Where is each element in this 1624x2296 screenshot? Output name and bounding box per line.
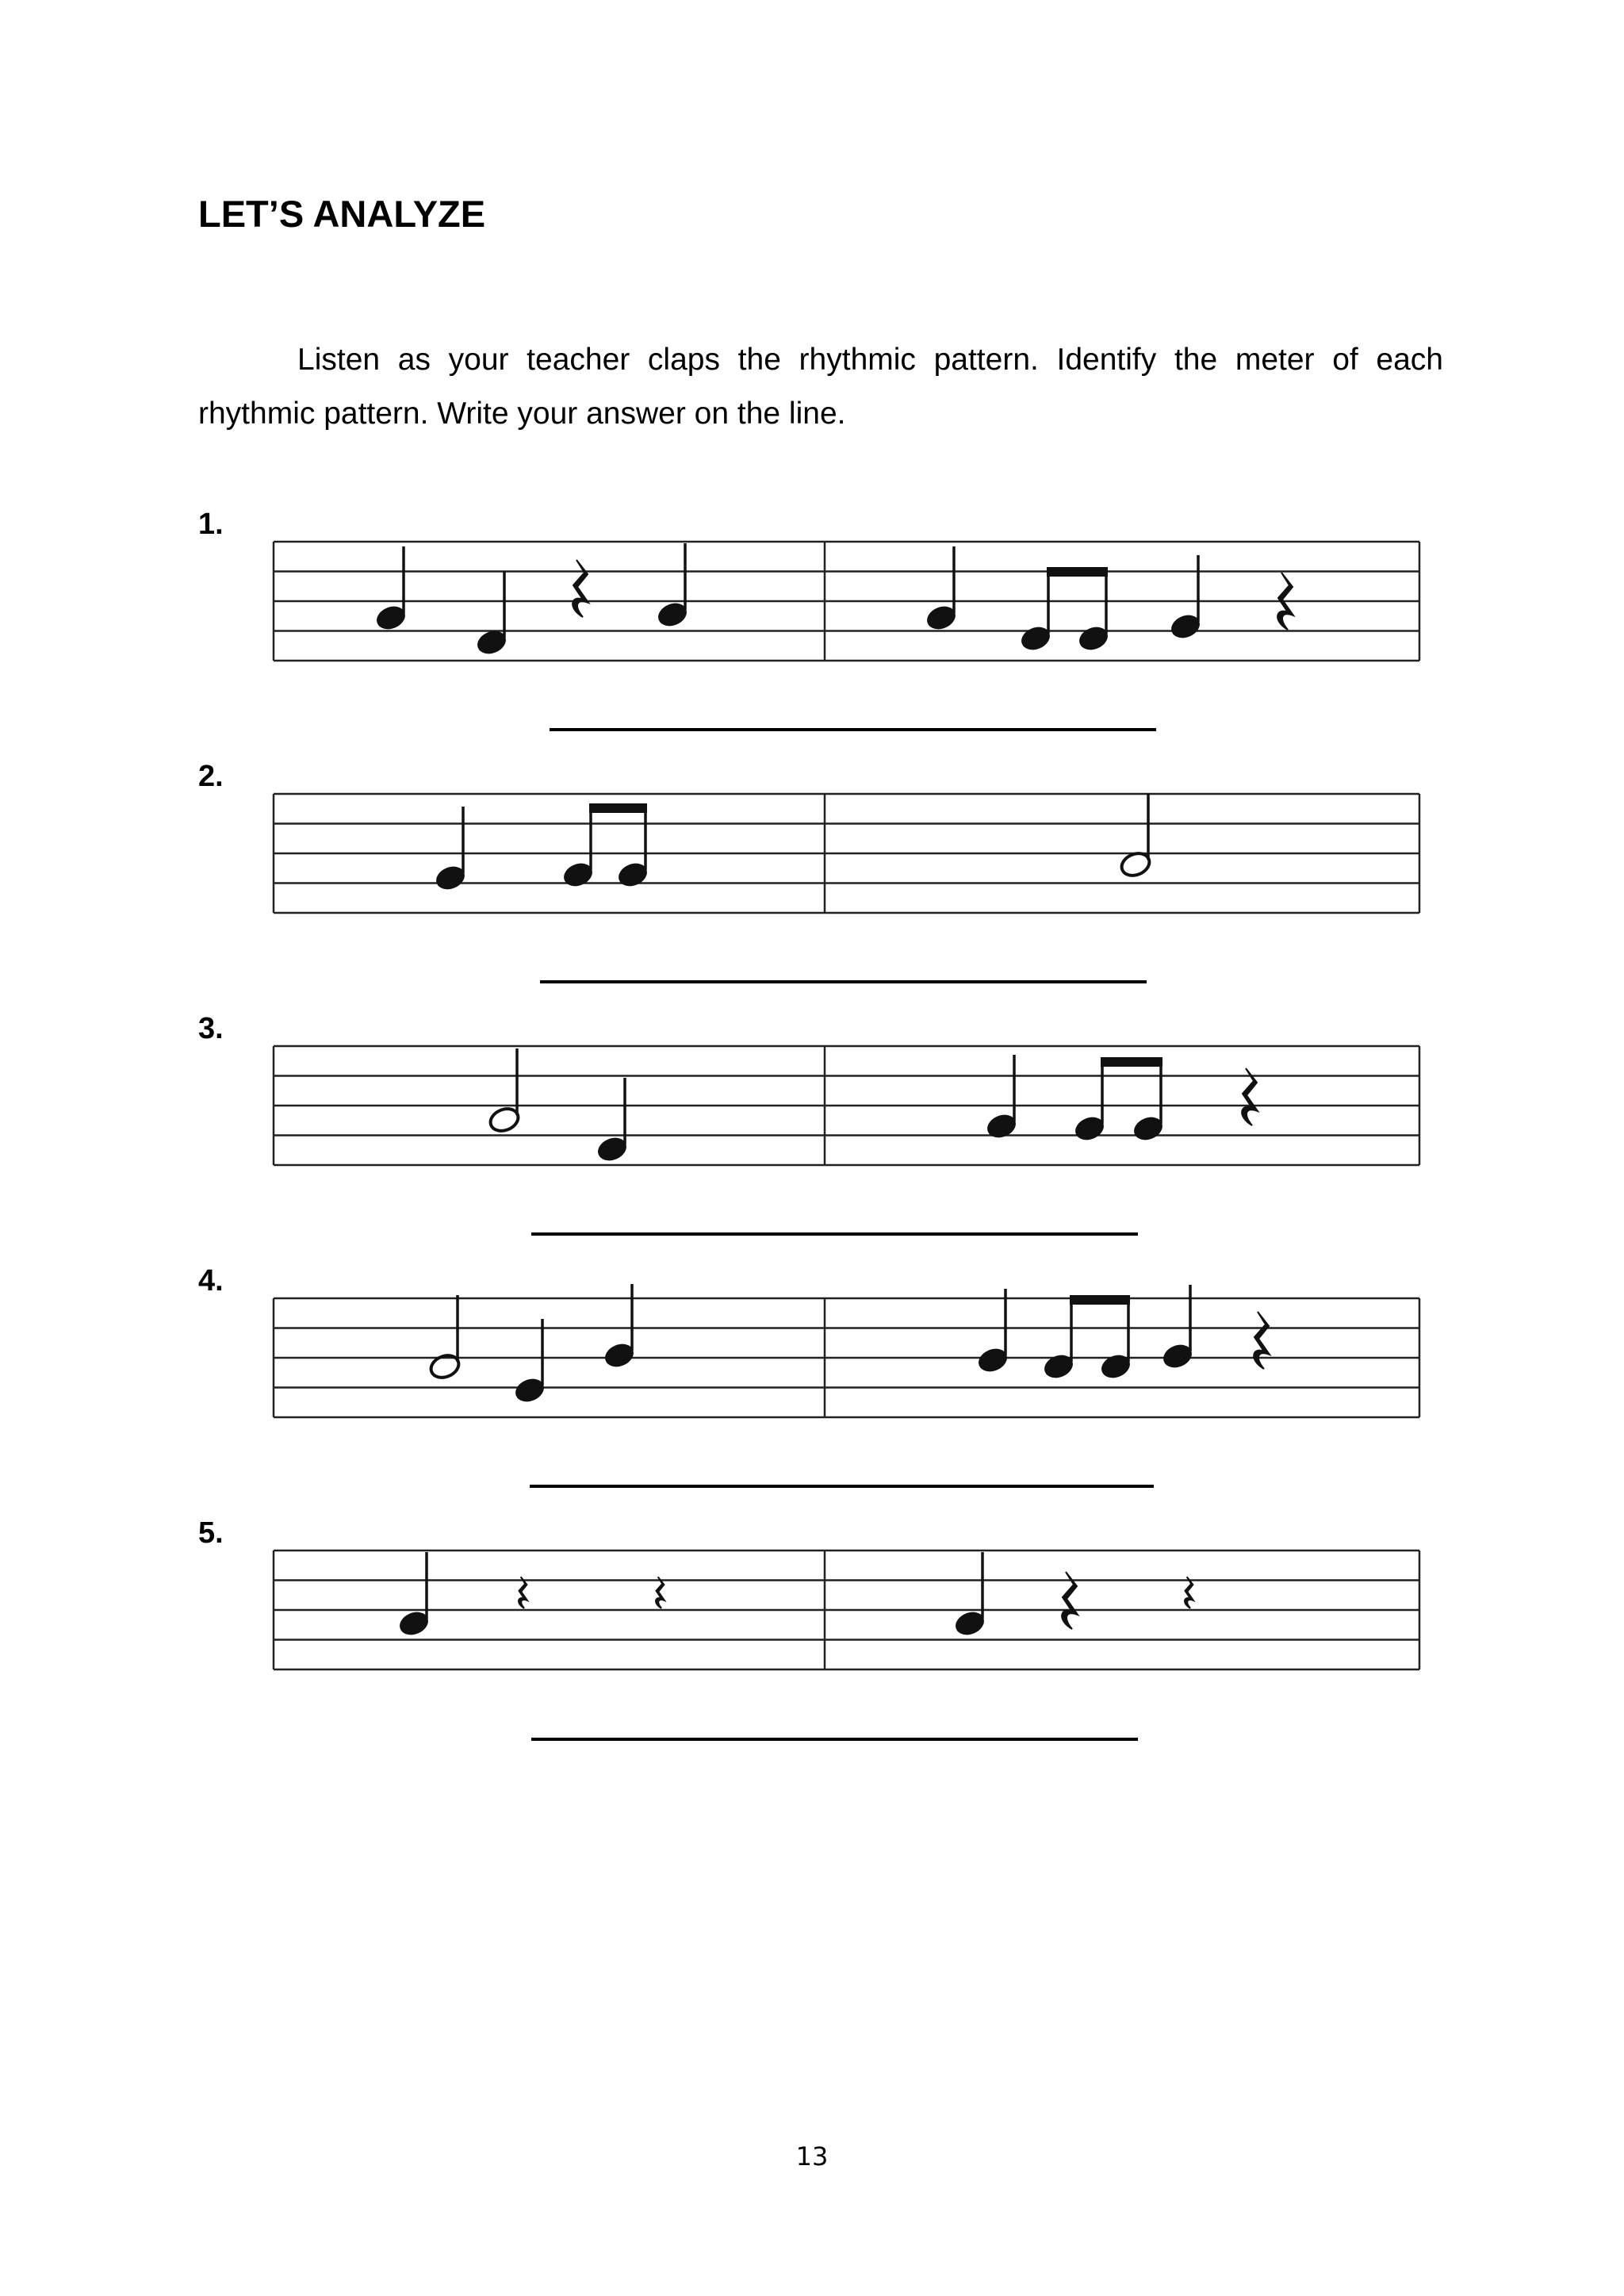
section-heading: LET’S ANALYZE (198, 193, 486, 235)
eighth-beam (1047, 567, 1108, 577)
instructions-text: Listen as your teacher claps the rhythmic pattern. Identify the meter of each rhythmic pattern. Write your answer on the line. (198, 343, 1443, 431)
exercise-number-4: 4. (198, 1264, 224, 1297)
staff-2 (274, 793, 1419, 913)
eighth-beam (1101, 1057, 1162, 1067)
eighth-beam (589, 803, 647, 813)
eighth-beam (1070, 1295, 1130, 1305)
quarter-rest (1254, 1312, 1270, 1369)
staff-1 (274, 542, 1419, 661)
quarter-rest (656, 1577, 665, 1608)
exercise-number-5: 5. (198, 1516, 224, 1550)
quarter-rest (1185, 1577, 1193, 1608)
exercise-number-1: 1. (198, 508, 224, 541)
quarter-rest (573, 560, 588, 617)
exercise-number-3: 3. (198, 1012, 224, 1045)
staff-3 (274, 1046, 1419, 1165)
quarter-rest (1242, 1068, 1258, 1125)
page-number: 13 (795, 2141, 829, 2171)
staff-5 (274, 1550, 1419, 1669)
staff-4 (274, 1284, 1419, 1417)
quarter-rest (519, 1577, 527, 1608)
exercise-number-2: 2. (198, 760, 224, 793)
